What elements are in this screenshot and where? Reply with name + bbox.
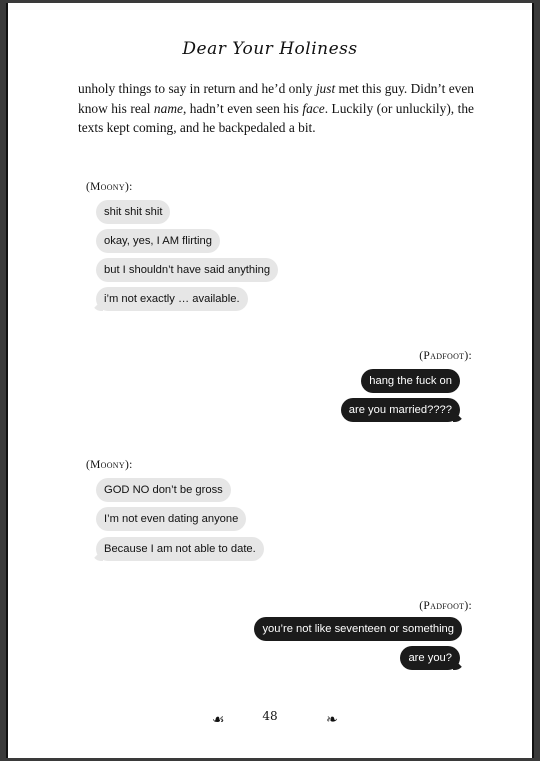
speaker-label-padfoot: (Padfoot): [419, 350, 472, 362]
message-bubble-incoming: but I shouldn’t have said anything [96, 258, 278, 282]
book-page [6, 3, 534, 758]
message-bubble-incoming: GOD NO don’t be gross [96, 478, 231, 502]
page-header-title: Dear Your Holiness [182, 39, 358, 59]
body-paragraph [78, 79, 474, 138]
para-emphasis-1: just [315, 81, 336, 96]
speaker-label-padfoot: (Padfoot): [419, 600, 472, 612]
para-text-2: met this guy. Didn’t even know his real [78, 81, 474, 116]
message-bubble-outgoing: hang the fuck on [361, 369, 460, 393]
para-text-4: . Luckily (or unluckily), the texts kept coming, and he backpedaled a bit. [78, 100, 475, 135]
para-text-1: unholy things to say in return and he’d only [78, 81, 316, 96]
speaker-label-moony: (Moony): [86, 459, 133, 471]
left-ornament-icon: ☙ [212, 712, 225, 728]
message-bubble-incoming: I’m not even dating anyone [96, 507, 246, 531]
para-emphasis-2: name [153, 100, 183, 116]
message-bubble-outgoing: are you married???? [341, 398, 460, 422]
message-bubble-incoming: shit shit shit [96, 200, 170, 224]
speaker-label-moony: (Moony): [86, 181, 133, 193]
para-text-3: , hadn’t even seen his [182, 100, 303, 116]
message-bubble-incoming: i’m not exactly … available. [96, 287, 248, 311]
message-bubble-outgoing: you’re not like seventeen or something [254, 617, 462, 641]
message-bubble-incoming: Because I am not able to date. [96, 537, 264, 561]
page-number: 48 [262, 709, 278, 723]
message-bubble-incoming: okay, yes, I AM flirting [96, 229, 220, 253]
right-ornament-icon: ❧ [326, 712, 338, 728]
message-bubble-outgoing: are you? [400, 646, 460, 670]
para-emphasis-3: face [302, 100, 325, 116]
